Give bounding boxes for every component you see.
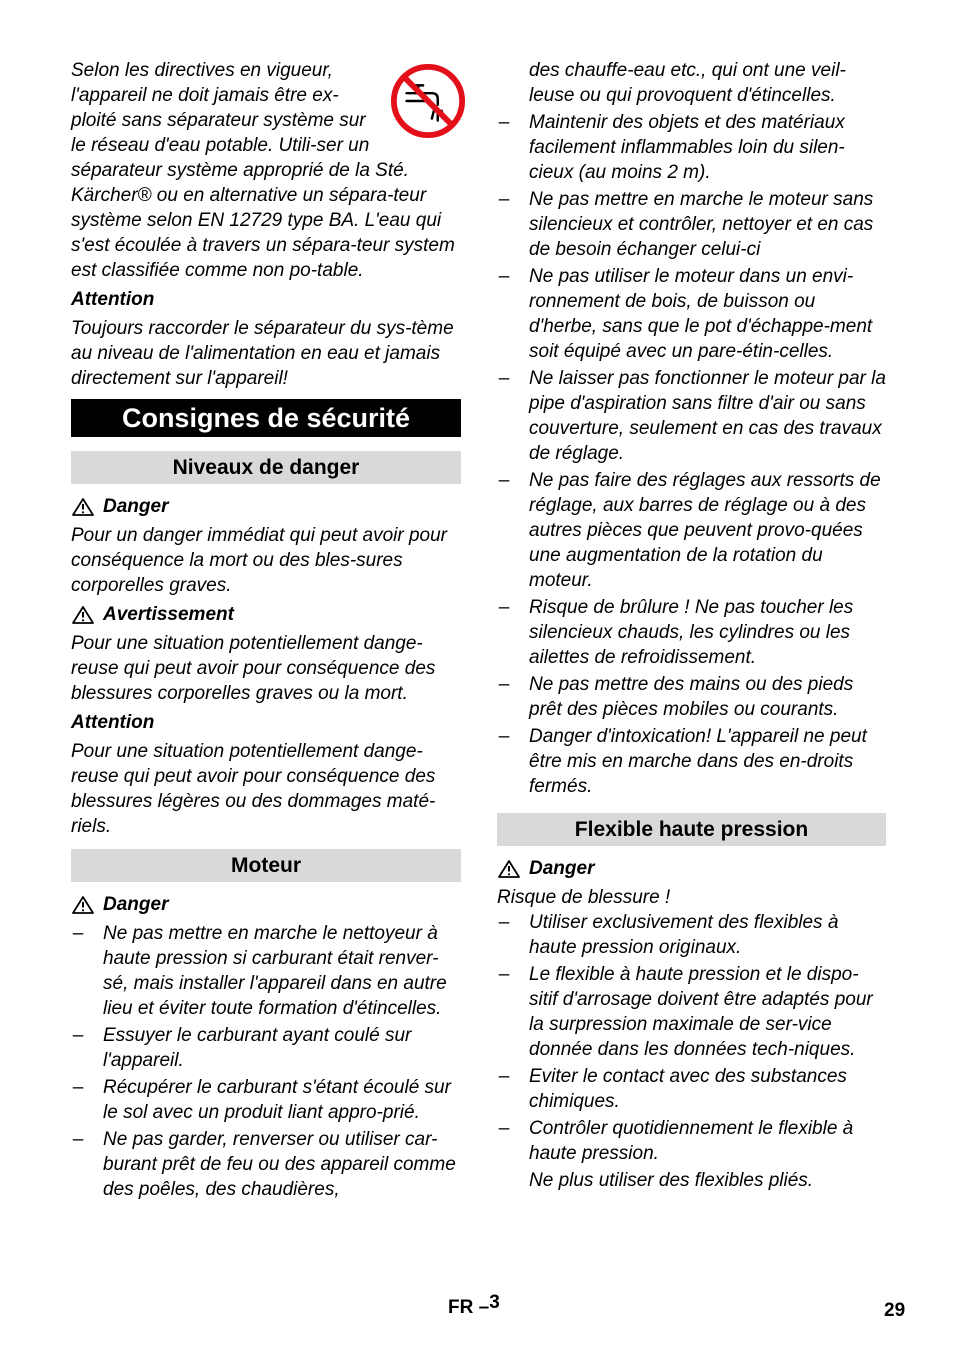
list-item: – Ne pas mettre en marche le moteur sans silencieux et contrôler, nettoyer et en cas de besoin échanger celui-ci — [498, 189, 874, 260]
avertissement-heading — [71, 602, 461, 627]
list-item: – Essuyer le carburant ayant coulé sur l'appareil. — [72, 1025, 412, 1071]
list-item: – Contrôler quotidiennement le flexible à haute pression. — [498, 1118, 854, 1164]
footer-section — [448, 1292, 500, 1320]
subsection-flexible: Flexible haute pression — [497, 813, 886, 846]
subsection-moteur: Moteur — [71, 849, 461, 882]
list-item: – Eviter le contact avec des substances chimiques. — [498, 1066, 847, 1112]
flexible-risk: Risque de blessure ! — [497, 887, 671, 908]
list-item: – Le flexible à haute pression et le dispo-sitif d'arrosage doivent être adaptés pour la surpression maximale de ser-vice donnée dans les données tech-niques. — [498, 964, 873, 1060]
flexible-danger-heading — [497, 856, 886, 881]
right-column — [497, 58, 886, 1193]
list-item: – Maintenir des objets et des matériaux facilement inflammables loin du silen-cieux (au moins 2 m). — [498, 112, 845, 183]
list-item: – Ne laisser pas fonctionner le moteur par la pipe d'aspiration sans filtre d'air ou sans couverture, seulement en cas des travaux de réglage. — [498, 368, 886, 464]
list-item: – Récupérer le carburant s'étant écoulé sur le sol avec un produit liant appro-prié. — [72, 1077, 451, 1123]
avertissement-label: Avertissement — [103, 604, 234, 625]
footer-section-page: 3 — [489, 1292, 500, 1313]
attention-label: Attention — [71, 289, 155, 310]
left-column — [71, 58, 461, 1204]
section-title: Consignes de sécurité — [71, 399, 461, 437]
attention-text: Toujours raccorder le séparateur du sys-tème au niveau de l'alimentation en eau et jamais directement sur l'appareil! — [71, 318, 454, 389]
list-item: – Ne pas faire des réglages aux ressorts de réglage, aux barres de réglage ou à des autres pièces que peuvent provo-quées une augmentation de la rotation du moteur. — [498, 470, 881, 591]
intro-paragraph: Selon les directives en vigueur, l'appareil ne doit jamais être ex-ploité sans séparateur système sur le réseau d'eau potable. Utili-ser un séparateur système approprié de la Sté. Kärcher® ou en alternative un sépara-teur système selon EN 12729 type BA. L'eau qui s'est écoulée à travers un sépara-teur system est classifiée comme non po-table. — [71, 60, 455, 281]
warning-triangle-icon — [71, 497, 95, 517]
continued-text: des chauffe-eau etc., qui ont une veil-leuse ou qui provoquent d'étincelles. — [529, 60, 846, 106]
footer-dash: – — [478, 1297, 490, 1318]
flexible-danger-label: Danger — [529, 858, 595, 879]
list-item: – Ne pas mettre en marche le nettoyeur à haute pression si carburant était renver-sé, mais installer l'appareil dans en autre lieu et éviter toute formation d'étincelles. — [72, 923, 447, 1019]
danger-text: Pour un danger immédiat qui peut avoir pour conséquence la mort ou des bles-sures corporelles graves. — [71, 525, 448, 596]
warning-triangle-icon — [71, 605, 95, 625]
attention2-label: Attention — [71, 712, 155, 733]
page-number: 29 — [884, 1300, 906, 1321]
list-item: – Utiliser exclusivement des flexibles à haute pression originaux. — [498, 912, 839, 958]
list-item: – Ne pas mettre des mains ou des pieds prêt des pièces mobiles ou courants. — [498, 674, 854, 720]
footer-lang: FR — [448, 1297, 474, 1318]
danger-heading — [71, 494, 461, 519]
flexible-list — [497, 910, 886, 1166]
list-item: – Ne pas utiliser le moteur dans un envi-ronnement de bois, de buisson ou d'herbe, sans que le pot d'échappe-ment soit équipé avec un pare-étin-celles. — [498, 266, 873, 362]
list-item: – Risque de brûlure ! Ne pas toucher les silencieux chauds, les cylindres ou les ailettes de refroidissement. — [498, 597, 854, 668]
list-item: – Ne pas garder, renverser ou utiliser car-burant prêt de feu ou des appareil comme des poêles, des chaudières, — [72, 1129, 456, 1200]
avertissement-text: Pour une situation potentiellement dange-reuse qui peut avoir pour conséquence des blessures corporelles graves ou la mort. — [71, 633, 436, 704]
warning-triangle-icon — [497, 859, 521, 879]
moteur-danger-heading — [71, 892, 461, 917]
list-item: – Danger d'intoxication! L'appareil ne peut être mis en marche dans des en-droits fermés. — [498, 726, 867, 797]
flexible-last-line: Ne plus utiliser des flexibles pliés. — [529, 1170, 814, 1191]
moteur-danger-label: Danger — [103, 894, 169, 915]
no-drinking-water-icon — [389, 62, 467, 140]
warning-triangle-icon — [71, 895, 95, 915]
moteur-list-continued — [497, 110, 886, 799]
danger-label: Danger — [103, 496, 169, 517]
subsection-niveaux: Niveaux de danger — [71, 451, 461, 484]
attention2-text: Pour une situation potentiellement dange-reuse qui peut avoir pour conséquence des blessures légères ou des dommages maté-riels. — [71, 741, 436, 837]
moteur-list — [71, 921, 461, 1202]
